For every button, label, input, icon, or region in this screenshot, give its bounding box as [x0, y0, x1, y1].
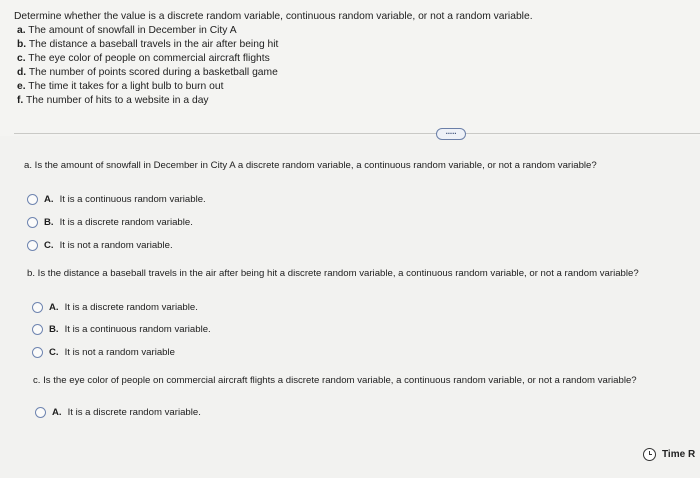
question-c-text: c. Is the eye color of people on commercial aircraft flights a discrete random variable, a continuous random variable, or not a random variable? — [33, 375, 637, 386]
problem-item-c: c. The eye color of people on commercial aircraft flights — [17, 53, 270, 64]
question-c-option-a[interactable]: A. It is a discrete random variable. — [35, 405, 201, 419]
question-b-option-c[interactable]: C. It is not a random variable — [32, 345, 175, 359]
clock-icon — [643, 448, 656, 461]
problem-item-b: b. The distance a baseball travels in the air after being hit — [17, 39, 279, 50]
expand-more-button[interactable]: ····· — [436, 128, 466, 140]
problem-item-a: a. The amount of snowfall in December in City A — [17, 25, 237, 36]
radio-button[interactable] — [27, 240, 38, 251]
radio-button[interactable] — [35, 407, 46, 418]
problem-item-d: d. The number of points scored during a basketball game — [17, 67, 278, 78]
question-a-option-a[interactable]: A. It is a continuous random variable. — [27, 192, 206, 206]
time-remaining-label: Time R — [662, 448, 696, 460]
question-a-text: a. Is the amount of snowfall in December in City A a discrete random variable, a continuous random variable, or not a random variable? — [24, 160, 597, 171]
radio-button[interactable] — [32, 324, 43, 335]
radio-button[interactable] — [32, 347, 43, 358]
section-divider — [14, 133, 700, 134]
problem-statement — [0, 0, 700, 136]
problem-item-f: f. The number of hits to a website in a day — [17, 95, 209, 106]
radio-button[interactable] — [27, 217, 38, 228]
question-a-option-b[interactable]: B. It is a discrete random variable. — [27, 215, 193, 229]
time-remaining[interactable] — [643, 446, 695, 462]
question-b-text: b. Is the distance a baseball travels in the air after being hit a discrete random variable, a continuous random variable, or not a random variable? — [27, 268, 639, 279]
question-b-option-b[interactable]: B. It is a continuous random variable. — [32, 322, 211, 336]
problem-prompt: Determine whether the value is a discrete random variable, continuous random variable, or not a random variable. — [14, 11, 533, 22]
problem-item-e: e. The time it takes for a light bulb to burn out — [17, 81, 224, 92]
question-a-option-c[interactable]: C. It is not a random variable. — [27, 238, 173, 252]
radio-button[interactable] — [27, 194, 38, 205]
question-b-option-a[interactable]: A. It is a discrete random variable. — [32, 300, 198, 314]
radio-button[interactable] — [32, 302, 43, 313]
